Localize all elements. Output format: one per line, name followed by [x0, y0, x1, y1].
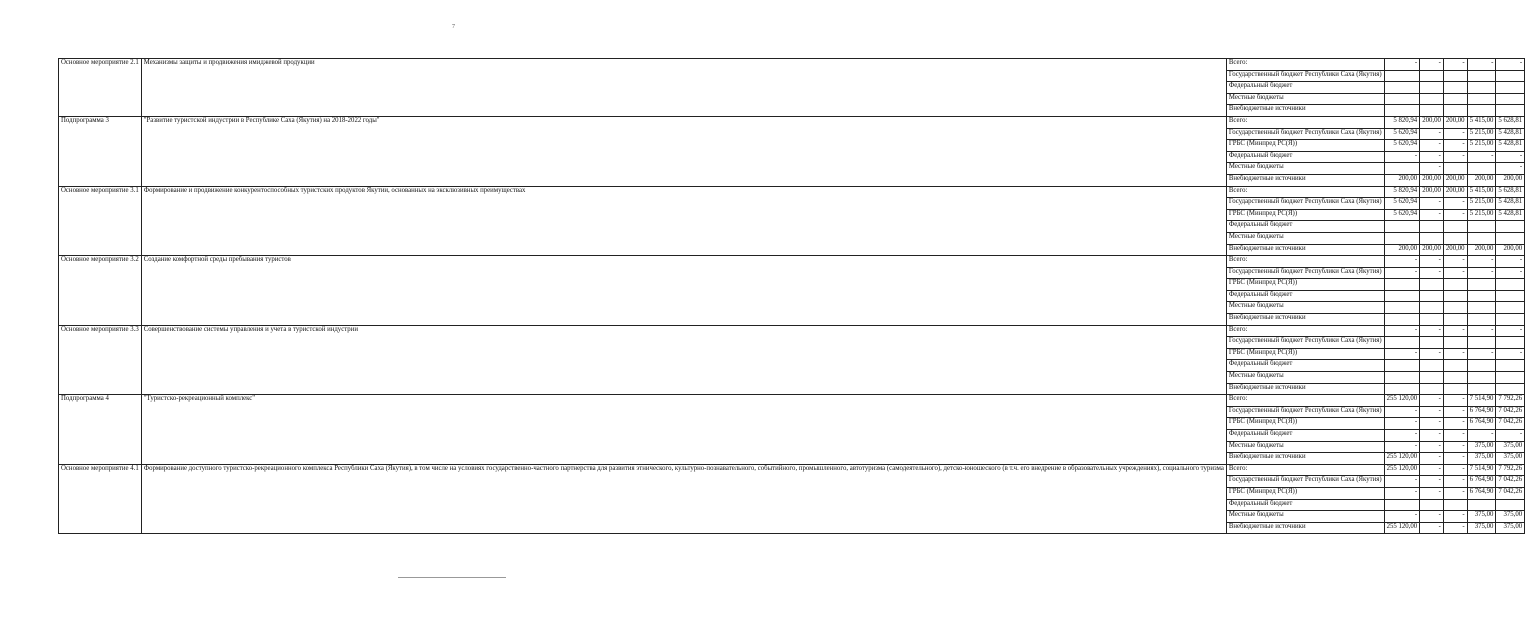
activity-title-cell: Совершенствование системы управления и учета в туристской индустрии [141, 325, 1226, 395]
amount-cell: - [1443, 151, 1467, 163]
amount-cell [1443, 360, 1467, 372]
amount-cell: 200,00 [1467, 174, 1496, 186]
amount-cell: 200,00 [1420, 244, 1444, 256]
amount-cell: - [1420, 325, 1444, 337]
amount-cell [1443, 232, 1467, 244]
funding-source-cell: ГРБС (Минпред РС(Я)) [1226, 279, 1384, 291]
activity-title-cell: Механизмы защиты и продвижения имиджевой продукции [141, 59, 1226, 117]
amount-cell [1496, 70, 1525, 82]
amount-cell: 255 120,00 [1384, 464, 1420, 476]
activity-code-cell: Подпрограмма 4 [59, 395, 142, 465]
activity-code-cell: Основное мероприятие 2.1 [59, 59, 142, 117]
table-row [59, 116, 1525, 128]
amount-cell: - [1443, 511, 1467, 523]
amount-cell [1420, 360, 1444, 372]
amount-cell [1467, 383, 1496, 395]
amount-cell: - [1384, 430, 1420, 442]
amount-cell [1443, 383, 1467, 395]
amount-cell [1384, 232, 1420, 244]
amount-cell [1496, 337, 1525, 349]
amount-cell: 200,00 [1420, 174, 1444, 186]
amount-cell: 5 620,94 [1384, 198, 1420, 210]
amount-cell [1496, 314, 1525, 326]
amount-cell [1467, 302, 1496, 314]
funding-source-cell: Федеральный бюджет [1226, 151, 1384, 163]
amount-cell: 375,00 [1467, 453, 1496, 465]
amount-cell [1467, 499, 1496, 511]
funding-source-cell: Всего: [1226, 325, 1384, 337]
funding-source-cell: Федеральный бюджет [1226, 430, 1384, 442]
amount-cell: - [1443, 453, 1467, 465]
amount-cell [1496, 105, 1525, 117]
amount-cell: 200,00 [1443, 186, 1467, 198]
activity-title-cell: Формирование доступного туристско-рекреационного комплекса Республики Саха (Якутия), в том числе на условиях государственно-частного партнерства для развития этнического, культурно-познавательного, событийного, промышленного, автотуризма (самодеятельного), детско-юношеского (в т.ч. его внедрение в образовательных учреждениях), социального туризма [141, 464, 1226, 534]
amount-cell [1467, 337, 1496, 349]
amount-cell: - [1420, 453, 1444, 465]
funding-source-cell: Федеральный бюджет [1226, 221, 1384, 233]
amount-cell: - [1384, 256, 1420, 268]
amount-cell [1384, 360, 1420, 372]
amount-cell: 5 620,94 [1384, 128, 1420, 140]
amount-cell [1496, 360, 1525, 372]
funding-source-cell: Местные бюджеты [1226, 232, 1384, 244]
amount-cell: - [1443, 418, 1467, 430]
amount-cell: - [1467, 256, 1496, 268]
amount-cell: - [1420, 395, 1444, 407]
funding-source-cell: Местные бюджеты [1226, 511, 1384, 523]
amount-cell: 200,00 [1443, 244, 1467, 256]
amount-cell [1496, 221, 1525, 233]
amount-cell [1384, 302, 1420, 314]
amount-cell [1443, 499, 1467, 511]
funding-source-cell: Внебюджетные источники [1226, 105, 1384, 117]
activity-title-cell: Создание комфортной среды пребывания туристов [141, 256, 1226, 326]
amount-cell [1384, 70, 1420, 82]
amount-cell [1420, 232, 1444, 244]
funding-source-cell: Местные бюджеты [1226, 441, 1384, 453]
amount-cell [1496, 383, 1525, 395]
amount-cell [1496, 290, 1525, 302]
amount-cell: 6 764,90 [1467, 406, 1496, 418]
amount-cell [1467, 232, 1496, 244]
amount-cell: - [1420, 511, 1444, 523]
amount-cell [1384, 82, 1420, 94]
amount-cell: 375,00 [1496, 522, 1525, 534]
amount-cell: 7 514,90 [1467, 395, 1496, 407]
amount-cell [1420, 82, 1444, 94]
amount-cell: 5 820,94 [1384, 186, 1420, 198]
amount-cell: - [1384, 59, 1420, 71]
amount-cell [1467, 290, 1496, 302]
amount-cell [1420, 314, 1444, 326]
funding-source-cell: Внебюджетные источники [1226, 383, 1384, 395]
amount-cell [1467, 105, 1496, 117]
amount-cell [1384, 314, 1420, 326]
funding-source-cell: Государственный бюджет Республики Саха (Якутия) [1226, 476, 1384, 488]
table-row [59, 186, 1525, 198]
amount-cell: - [1384, 511, 1420, 523]
amount-cell: - [1443, 464, 1467, 476]
amount-cell: - [1443, 128, 1467, 140]
amount-cell: 255 120,00 [1384, 453, 1420, 465]
funding-source-cell: Государственный бюджет Республики Саха (Якутия) [1226, 337, 1384, 349]
amount-cell: 5 415,00 [1467, 186, 1496, 198]
amount-cell: - [1420, 464, 1444, 476]
amount-cell [1443, 279, 1467, 291]
amount-cell: - [1443, 256, 1467, 268]
amount-cell: 5 428,81 [1496, 198, 1525, 210]
amount-cell: 200,00 [1443, 174, 1467, 186]
activity-title-cell: "Туристско-рекреационный комплекс" [141, 395, 1226, 465]
amount-cell: - [1443, 140, 1467, 152]
amount-cell: - [1467, 325, 1496, 337]
funding-source-cell: Всего: [1226, 395, 1384, 407]
amount-cell: - [1443, 198, 1467, 210]
funding-source-cell: Местные бюджеты [1226, 93, 1384, 105]
funding-source-cell: Всего: [1226, 59, 1384, 71]
amount-cell [1496, 499, 1525, 511]
amount-cell: - [1496, 348, 1525, 360]
amount-cell: - [1384, 267, 1420, 279]
amount-cell: 5 215,00 [1467, 128, 1496, 140]
amount-cell: 375,00 [1467, 511, 1496, 523]
amount-cell: - [1496, 59, 1525, 71]
amount-cell: - [1420, 430, 1444, 442]
funding-source-cell: Государственный бюджет Республики Саха (Якутия) [1226, 128, 1384, 140]
amount-cell [1467, 93, 1496, 105]
amount-cell [1467, 360, 1496, 372]
amount-cell: 5 820,94 [1384, 116, 1420, 128]
amount-cell: - [1467, 267, 1496, 279]
amount-cell: - [1420, 59, 1444, 71]
amount-cell [1384, 372, 1420, 384]
amount-cell: 7 042,26 [1496, 487, 1525, 499]
amount-cell: - [1443, 487, 1467, 499]
funding-source-cell: Всего: [1226, 256, 1384, 268]
amount-cell [1443, 70, 1467, 82]
amount-cell [1443, 314, 1467, 326]
amount-cell: 200,00 [1420, 116, 1444, 128]
amount-cell: - [1384, 487, 1420, 499]
amount-cell: 6 764,90 [1467, 476, 1496, 488]
amount-cell: 6 764,90 [1467, 418, 1496, 430]
amount-cell: 5 215,00 [1467, 198, 1496, 210]
amount-cell [1420, 70, 1444, 82]
activity-code-cell: Подпрограмма 3 [59, 116, 142, 186]
amount-cell: - [1443, 59, 1467, 71]
amount-cell [1443, 372, 1467, 384]
amount-cell: - [1443, 267, 1467, 279]
amount-cell: - [1443, 430, 1467, 442]
amount-cell: 5 628,81 [1496, 186, 1525, 198]
funding-source-cell: Внебюджетные источники [1226, 314, 1384, 326]
amount-cell: 200,00 [1384, 244, 1420, 256]
amount-cell: - [1420, 128, 1444, 140]
amount-cell [1467, 70, 1496, 82]
funding-source-cell: Федеральный бюджет [1226, 499, 1384, 511]
amount-cell: 7 792,26 [1496, 395, 1525, 407]
amount-cell: 5 620,94 [1384, 209, 1420, 221]
amount-cell: - [1420, 140, 1444, 152]
amount-cell: - [1384, 348, 1420, 360]
funding-source-cell: Местные бюджеты [1226, 163, 1384, 175]
amount-cell: - [1384, 151, 1420, 163]
amount-cell: 375,00 [1467, 522, 1496, 534]
amount-cell [1384, 499, 1420, 511]
amount-cell: - [1420, 406, 1444, 418]
amount-cell [1496, 232, 1525, 244]
amount-cell: - [1420, 209, 1444, 221]
amount-cell [1443, 302, 1467, 314]
amount-cell [1420, 383, 1444, 395]
amount-cell [1384, 221, 1420, 233]
activity-code-cell: Основное мероприятие 3.1 [59, 186, 142, 256]
amount-cell: - [1420, 198, 1444, 210]
amount-cell: 255 120,00 [1384, 395, 1420, 407]
funding-source-cell: Государственный бюджет Республики Саха (Якутия) [1226, 267, 1384, 279]
amount-cell: 5 428,81 [1496, 140, 1525, 152]
amount-cell [1496, 302, 1525, 314]
activity-code-cell: Основное мероприятие 3.2 [59, 256, 142, 326]
amount-cell [1467, 279, 1496, 291]
amount-cell [1467, 82, 1496, 94]
amount-cell [1467, 221, 1496, 233]
amount-cell [1443, 82, 1467, 94]
amount-cell: 6 764,90 [1467, 487, 1496, 499]
amount-cell: - [1443, 209, 1467, 221]
funding-source-cell: ГРБС (Минпред РС(Я)) [1226, 487, 1384, 499]
amount-cell: - [1496, 256, 1525, 268]
amount-cell: - [1420, 476, 1444, 488]
amount-cell: - [1384, 325, 1420, 337]
amount-cell: 5 215,00 [1467, 140, 1496, 152]
funding-source-cell: Всего: [1226, 186, 1384, 198]
funding-source-cell: Внебюджетные источники [1226, 174, 1384, 186]
amount-cell: - [1420, 163, 1444, 175]
funding-source-cell: ГРБС (Минпред РС(Я)) [1226, 140, 1384, 152]
amount-cell [1420, 279, 1444, 291]
amount-cell: - [1496, 151, 1525, 163]
amount-cell: - [1496, 163, 1525, 175]
amount-cell: - [1420, 418, 1444, 430]
table-row [59, 325, 1525, 337]
amount-cell: 7 042,26 [1496, 418, 1525, 430]
amount-cell: - [1443, 348, 1467, 360]
amount-cell [1384, 279, 1420, 291]
amount-cell: 375,00 [1496, 453, 1525, 465]
amount-cell: - [1420, 441, 1444, 453]
amount-cell: - [1443, 395, 1467, 407]
table-row [59, 59, 1525, 71]
amount-cell [1443, 221, 1467, 233]
amount-cell: 200,00 [1443, 116, 1467, 128]
amount-cell [1467, 314, 1496, 326]
amount-cell [1443, 337, 1467, 349]
amount-cell [1420, 302, 1444, 314]
amount-cell: 5 415,00 [1467, 116, 1496, 128]
amount-cell: - [1467, 151, 1496, 163]
amount-cell: 375,00 [1496, 441, 1525, 453]
table-row [59, 464, 1525, 476]
amount-cell: - [1420, 267, 1444, 279]
amount-cell: 5 428,81 [1496, 209, 1525, 221]
amount-cell: 200,00 [1384, 174, 1420, 186]
amount-cell: - [1384, 406, 1420, 418]
funding-source-cell: ГРБС (Минпред РС(Я)) [1226, 418, 1384, 430]
page-number: 7 [452, 24, 455, 30]
funding-source-cell: Федеральный бюджет [1226, 360, 1384, 372]
amount-cell: 200,00 [1420, 186, 1444, 198]
funding-source-cell: Местные бюджеты [1226, 372, 1384, 384]
funding-source-cell: Местные бюджеты [1226, 302, 1384, 314]
amount-cell: 255 120,00 [1384, 522, 1420, 534]
amount-cell: 7 042,26 [1496, 476, 1525, 488]
amount-cell [1420, 337, 1444, 349]
amount-cell: 200,00 [1467, 244, 1496, 256]
amount-cell: 375,00 [1496, 511, 1525, 523]
amount-cell [1443, 290, 1467, 302]
amount-cell [1384, 383, 1420, 395]
amount-cell: - [1384, 441, 1420, 453]
amount-cell [1443, 163, 1467, 175]
amount-cell: 200,00 [1496, 244, 1525, 256]
amount-cell: 5 628,81 [1496, 116, 1525, 128]
amount-cell [1420, 290, 1444, 302]
amount-cell [1496, 372, 1525, 384]
amount-cell [1420, 499, 1444, 511]
funding-source-cell: ГРБС (Минпред РС(Я)) [1226, 209, 1384, 221]
amount-cell [1496, 82, 1525, 94]
amount-cell [1420, 93, 1444, 105]
funding-source-cell: Федеральный бюджет [1226, 290, 1384, 302]
funding-source-cell: Государственный бюджет Республики Саха (Якутия) [1226, 406, 1384, 418]
amount-cell: - [1496, 325, 1525, 337]
amount-cell: - [1420, 487, 1444, 499]
amount-cell: - [1384, 476, 1420, 488]
funding-source-cell: Внебюджетные источники [1226, 453, 1384, 465]
amount-cell: - [1496, 430, 1525, 442]
amount-cell: - [1467, 348, 1496, 360]
amount-cell: - [1420, 348, 1444, 360]
activity-code-cell: Основное мероприятие 3.3 [59, 325, 142, 395]
table-row [59, 395, 1525, 407]
funding-source-cell: Государственный бюджет Республики Саха (Якутия) [1226, 198, 1384, 210]
activity-title-cell: "Развитие туристской индустрии в Республике Саха (Якутия) на 2018-2022 годы" [141, 116, 1226, 186]
amount-cell [1384, 105, 1420, 117]
amount-cell: - [1443, 522, 1467, 534]
amount-cell [1443, 105, 1467, 117]
amount-cell: 7 042,26 [1496, 406, 1525, 418]
amount-cell: 7 514,90 [1467, 464, 1496, 476]
amount-cell: - [1467, 430, 1496, 442]
amount-cell [1496, 93, 1525, 105]
amount-cell: - [1443, 441, 1467, 453]
funding-source-cell: Внебюджетные источники [1226, 244, 1384, 256]
amount-cell [1384, 290, 1420, 302]
amount-cell: 7 792,26 [1496, 464, 1525, 476]
amount-cell: - [1443, 325, 1467, 337]
footer-line [398, 577, 506, 578]
funding-source-cell: Внебюджетные источники [1226, 522, 1384, 534]
amount-cell: 375,00 [1467, 441, 1496, 453]
amount-cell [1443, 93, 1467, 105]
amount-cell [1467, 163, 1496, 175]
amount-cell [1467, 372, 1496, 384]
amount-cell: - [1384, 418, 1420, 430]
funding-source-cell: Государственный бюджет Республики Саха (Якутия) [1226, 70, 1384, 82]
activity-title-cell: Формирование и продвижение конкурентоспособных туристских продуктов Якутии, основанных на эксклюзивных преимуществах [141, 186, 1226, 256]
amount-cell [1384, 337, 1420, 349]
funding-source-cell: Федеральный бюджет [1226, 82, 1384, 94]
activity-code-cell: Основное мероприятие 4.1 [59, 464, 142, 534]
amount-cell [1420, 372, 1444, 384]
amount-cell: 5 215,00 [1467, 209, 1496, 221]
amount-cell: 5 620,94 [1384, 140, 1420, 152]
table-row [59, 256, 1525, 268]
amount-cell: 5 428,81 [1496, 128, 1525, 140]
amount-cell: - [1467, 59, 1496, 71]
funding-source-cell: Всего: [1226, 464, 1384, 476]
amount-cell [1420, 105, 1444, 117]
funding-source-cell: ГРБС (Минпред РС(Я)) [1226, 348, 1384, 360]
amount-cell: - [1420, 522, 1444, 534]
funding-source-cell: Всего: [1226, 116, 1384, 128]
amount-cell [1384, 163, 1420, 175]
amount-cell: - [1443, 406, 1467, 418]
budget-table [58, 58, 1525, 534]
amount-cell [1384, 93, 1420, 105]
amount-cell: - [1420, 151, 1444, 163]
amount-cell: - [1443, 476, 1467, 488]
amount-cell: 200,00 [1496, 174, 1525, 186]
amount-cell [1420, 221, 1444, 233]
amount-cell [1496, 279, 1525, 291]
amount-cell: - [1496, 267, 1525, 279]
amount-cell: - [1420, 256, 1444, 268]
